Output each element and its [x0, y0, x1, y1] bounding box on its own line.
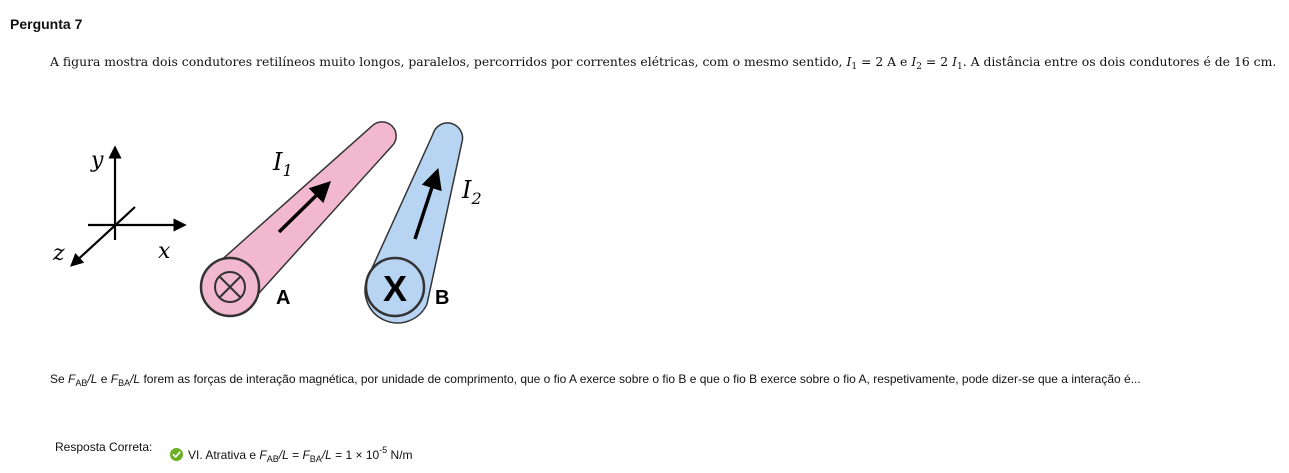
question-prompt — [50, 372, 1141, 388]
z-axis-label: z — [53, 241, 65, 266]
prompt-part3: forem as forças de interação magnética, por unidade de comprimento, que o fio A exerce sobre o fio B e que o fio B exerce sobre o fio A, respetivamente, pode dizer-se que a interação é... — [140, 372, 1141, 386]
symbol-i1-sub: 1 — [851, 62, 858, 72]
answer-exponent: -5 — [379, 445, 388, 455]
statement-eq2: = 2 — [921, 54, 953, 69]
answer-fab-sub: AB — [266, 454, 279, 464]
answer-option: VI. Atrativa e — [188, 448, 260, 462]
symbol-i1: I — [846, 54, 852, 69]
statement-intro: A figura mostra dois condutores retilíneos muito longos, paralelos, percorridos por correntes elétricas, com o mesmo sentido, — [50, 54, 847, 69]
wire-b-label: B — [435, 287, 450, 309]
y-axis-label: y — [91, 148, 104, 173]
prompt-fab-per: /L — [87, 372, 98, 386]
question-statement — [50, 54, 1276, 72]
prompt-fba-per: /L — [130, 372, 141, 386]
answer-value: = 1 × 10 — [331, 448, 380, 462]
statement-tail: . A distância entre os dois condutores é de 16 cm. — [962, 54, 1277, 69]
symbol-i1-ref-sub: 1 — [956, 62, 963, 72]
answer-fab: F — [259, 448, 267, 462]
check-circle-icon — [170, 448, 183, 461]
prompt-fab-sub: AB — [75, 378, 88, 388]
z-axis — [72, 207, 135, 265]
question-title: Pergunta 7 — [10, 16, 83, 32]
x-axis-label: x — [158, 239, 171, 264]
axes-icon — [52, 148, 184, 266]
answer-fba: F — [302, 448, 310, 462]
answer-fba-sub: BA — [309, 454, 322, 464]
answer-eq: = — [288, 448, 303, 462]
conductors-figure — [50, 115, 510, 325]
current-2-label: $I_2$ — [462, 176, 482, 208]
answer-label: Resposta Correta: — [55, 440, 153, 454]
prompt-part2: e — [97, 372, 111, 386]
answer-fba-per: /L — [321, 448, 332, 462]
symbol-i1-ref: I — [952, 54, 957, 69]
prompt-part1: Se — [50, 372, 69, 386]
answer-unit: N/m — [387, 448, 413, 462]
wire-b-current-mark: X — [382, 268, 408, 309]
symbol-i2-sub: 2 — [916, 62, 922, 72]
prompt-fab: F — [68, 372, 76, 386]
prompt-fba: F — [110, 372, 119, 386]
prompt-fba-sub: BA — [118, 378, 131, 388]
current-1-label: $I_1$ — [273, 148, 293, 180]
symbol-i2: I — [911, 54, 917, 69]
statement-eq1: = 2 A e — [857, 54, 912, 69]
wire-a-label: A — [276, 287, 291, 309]
answer-fab-per: /L — [278, 448, 289, 462]
correct-answer — [170, 445, 413, 464]
